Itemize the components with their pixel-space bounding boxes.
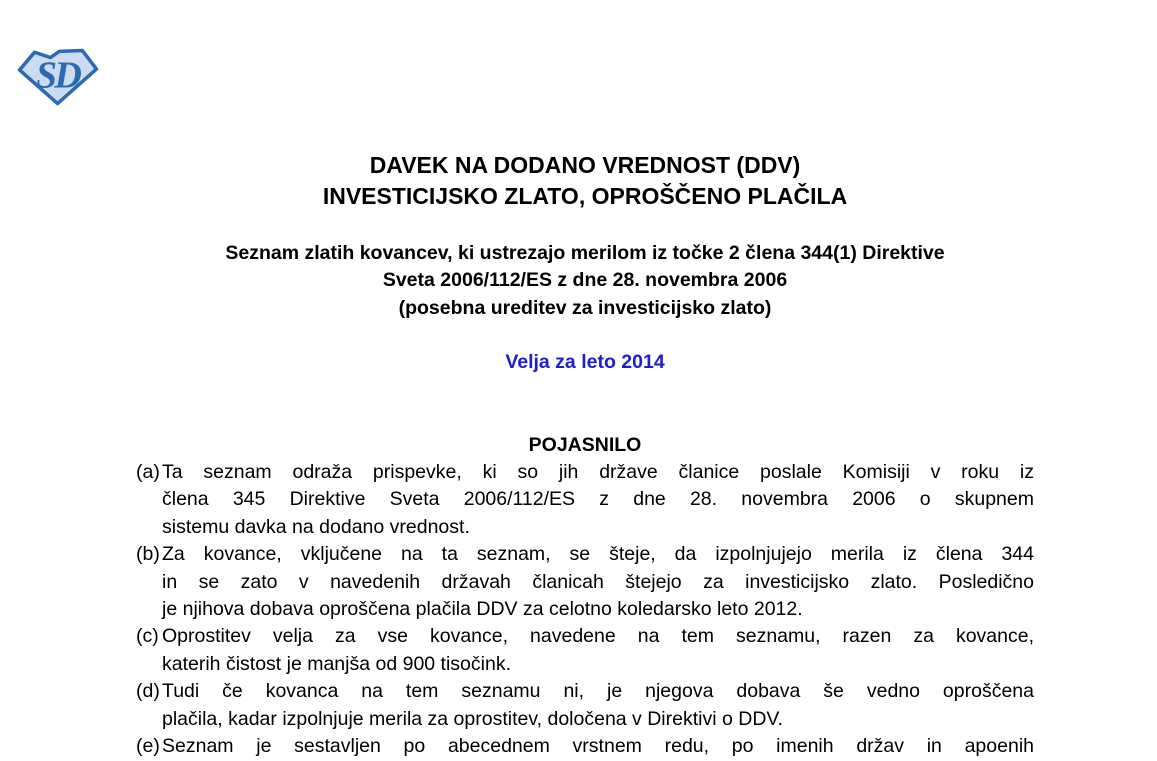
validity-note: Velja za leto 2014 — [505, 351, 665, 374]
item-line: Tudi če kovanca na tem seznamu ni, je njegova dobava še vedno oproščena — [162, 680, 1034, 703]
subtitle-line-1: Seznam zlatih kovancev, ki ustrezajo merilom iz točke 2 člena 344(1) Direktive — [225, 242, 945, 264]
item-line: Oprostitev velja za vse kovance, navedene na tem seznamu, razen za kovance, — [162, 625, 1034, 648]
item-line: plačila, kadar izpolnjuje merila za oprostitev, določena v Direktivi o DDV. — [162, 707, 784, 730]
pojasnilo-items — [136, 459, 1034, 760]
sd-logo-icon — [16, 46, 100, 108]
title-line-1: DAVEK NA DODANO VREDNOST (DDV) — [369, 152, 801, 178]
subtitle-line-3: (posebna ureditev za investicijsko zlato) — [398, 296, 772, 319]
pojasnilo-item — [136, 541, 1034, 623]
document-subtitle — [136, 240, 1034, 322]
item-lines — [162, 459, 1034, 541]
item-lines — [162, 733, 1034, 760]
item-line: člena 345 Direktive Sveta 2006/112/ES z dne 28. novembra 2006 o skupnem — [162, 488, 1034, 511]
logo-letters: SD — [35, 54, 80, 97]
item-line: in se zato v navedenih državah članicah štejejo za investicijsko zlato. Posledično — [162, 570, 1034, 593]
item-line: Ta seznam odraža prispevke, ki so jih države članice poslale Komisiji v roku iz — [162, 461, 1034, 484]
pojasnilo-item — [136, 678, 1034, 733]
title-line-2: INVESTICIJSKO ZLATO, OPROŠČENO PLAČILA — [322, 183, 848, 209]
item-marker: (b) — [136, 543, 160, 566]
item-lines — [162, 678, 1034, 733]
item-marker: (a) — [136, 461, 160, 484]
item-line: sistemu davka na dodano vrednost. — [162, 515, 470, 538]
pojasnilo-item — [136, 459, 1034, 541]
pojasnilo-item — [136, 733, 1034, 760]
item-line: Za kovance, vključene na ta seznam, se šteje, da izpolnjujejo merila iz člena 344 — [162, 543, 1034, 566]
item-lines — [162, 541, 1034, 623]
subtitle-line-2: Sveta 2006/112/ES z dne 28. novembra 2006 — [382, 269, 788, 292]
item-marker: (c) — [136, 625, 159, 648]
item-marker: (d) — [136, 680, 160, 703]
item-line: je njihova dobava oproščena plačila DDV za celotno koledarsko leto 2012. — [162, 598, 803, 621]
item-marker: (e) — [136, 735, 160, 758]
document-title — [136, 150, 1034, 212]
pojasnilo-heading: POJASNILO — [528, 433, 642, 456]
item-line: katerih čistost je manjša od 900 tisočink. — [162, 652, 512, 675]
document-content — [136, 0, 1034, 761]
item-lines — [162, 623, 1034, 678]
pojasnilo-item — [136, 623, 1034, 678]
item-line: Seznam je sestavljen po abecednem vrstnem redu, po imenih držav in apoenih — [162, 735, 1034, 758]
